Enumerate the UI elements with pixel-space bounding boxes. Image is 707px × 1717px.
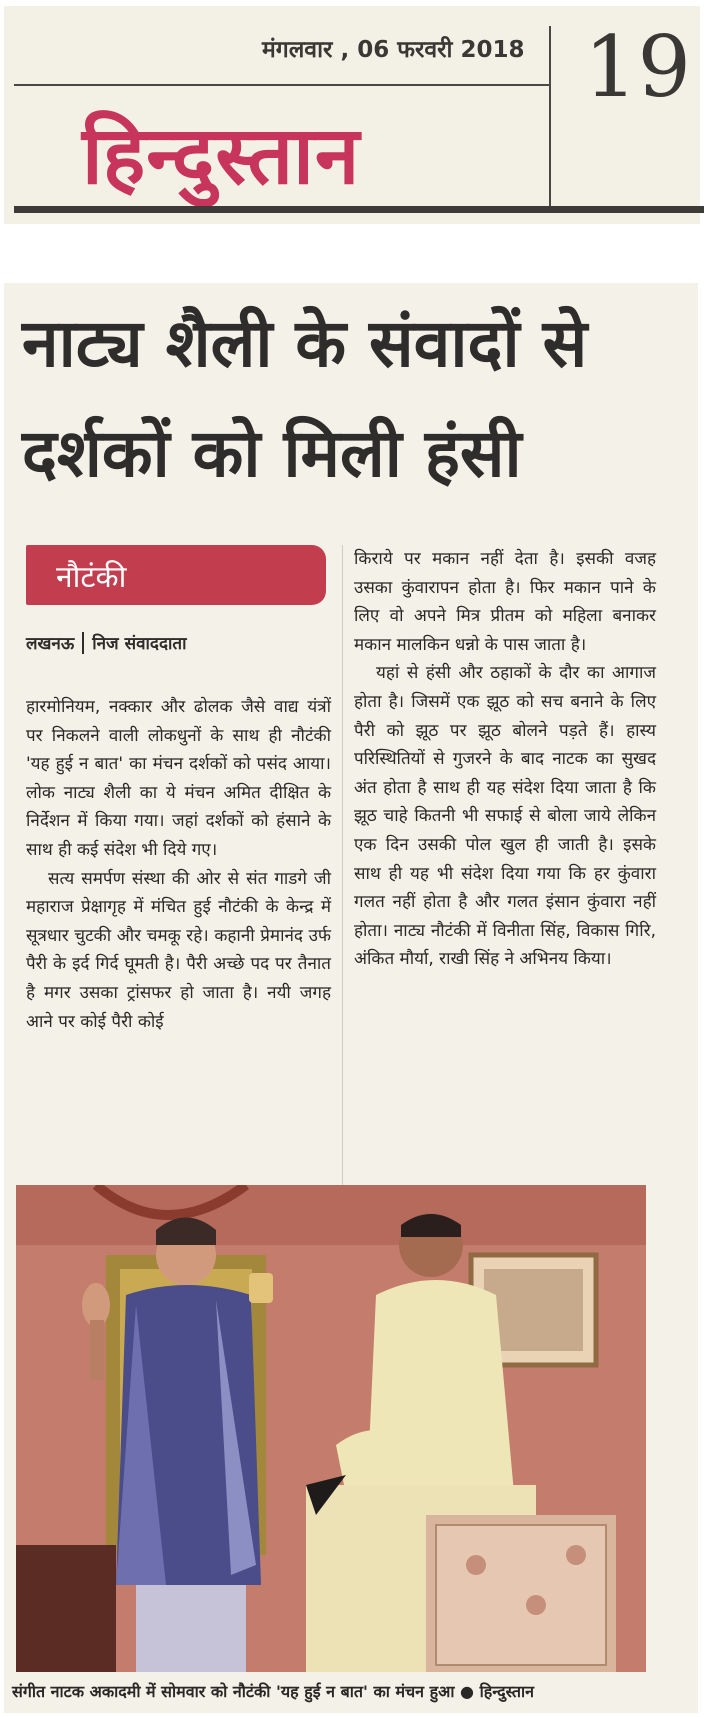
byline-separator <box>82 632 84 654</box>
photo-caption: संगीत नाटक अकादमी में सोमवार को नौटंकी 'यह हुई न बात' का मंचन हुआ ● हिन्दुस्तान <box>12 1682 535 1701</box>
article-column-1 <box>26 693 331 1036</box>
page-number: 19 <box>584 18 691 116</box>
section-tag <box>26 545 326 605</box>
byline <box>26 631 187 654</box>
headline-line-1: नाट्य शैली के संवादों से <box>22 305 588 382</box>
byline-place: लखनऊ <box>26 634 75 654</box>
section-tag-label: नौटंकी <box>56 560 127 595</box>
column-2-paragraph-2: यहां से हंसी और ठहाकों के दौर का आगाज होता है। जिसमें एक झूठ को सच बनाने के लिए पैरी को झूठ पर झूठ बोलने पड़ते हैं। हास्य परिस्थितियों से गुजरने के बाद नाटक का सुखद अंत होता है साथ ही यह संदेश दिया जाता है कि झूठ चाहे कितनी भी सफाई से बोला जाये लेकिन एक दिन उसकी पोल खुल ही जाती है। इसके साथ ही यह भी संदेश दिया गया कि हर कुंवारा गलत नहीं होता है और गलत इंसान कुंवारा नहीं होता। नाट्य नौटंकी में विनीता सिंह, विकास गिरि, अंकित मौर्या, राखी सिंह ने अभिनय किया। <box>354 663 656 970</box>
column-2-paragraph-1: किराये पर मकान नहीं देता है। इसकी वजह उसका कुंवारापन होता है। फिर मकान पाने के लिए वो अपने मित्र प्रीतम को महिला बनाकर मकान मालकिन धन्नो के पास जाता है। <box>354 549 656 655</box>
stage-photo <box>16 1185 646 1672</box>
article-headline <box>22 289 682 509</box>
article-column-2 <box>354 545 656 974</box>
newspaper-logo: हिन्दुस्तान <box>82 109 361 202</box>
column-1-paragraph-1: हारमोनियम, नक्कार और ढोलक जैसे वाद्य यंत्रों पर निकलने वाली लोकधुनों के साथ ही नौटंकी 'यह हुई न बात' का मंचन दर्शकों को पसंद आया। लोक नाट्य शैली का ये मंचन अमित दीक्षित के निर्देशन में किया गया। जहां दर्शकों को हंसाने के साथ ही कई संदेश भी दिये गए। <box>26 697 331 860</box>
publication-date: मंगलवार , 06 फरवरी 2018 <box>262 37 525 63</box>
stage-photo-illustration <box>16 1185 646 1672</box>
byline-author: निज संवाददाता <box>92 634 187 654</box>
masthead-rule <box>14 84 549 86</box>
masthead-thick-rule <box>14 206 704 213</box>
masthead <box>4 6 700 224</box>
column-1-paragraph-2: सत्य समर्पण संस्था की ओर से संत गाडगे जी महाराज प्रेक्षागृह में मंचित हुई नौटंकी के केन्द्र में सूत्रधार चुटकी और चमकू रहे। कहानी प्रेमानंद उर्फ पैरी के इर्द गिर्द घूमती है। पैरी अच्छे पद पर तैनात है मगर उसका ट्रांसफर हो जाता है। नयी जगह आने पर कोई पैरी कोई <box>26 868 331 1032</box>
headline-line-2: दर्शकों को मिली हंसी <box>22 415 522 492</box>
article-clipping <box>4 283 698 1713</box>
masthead-vertical-rule <box>549 26 551 211</box>
